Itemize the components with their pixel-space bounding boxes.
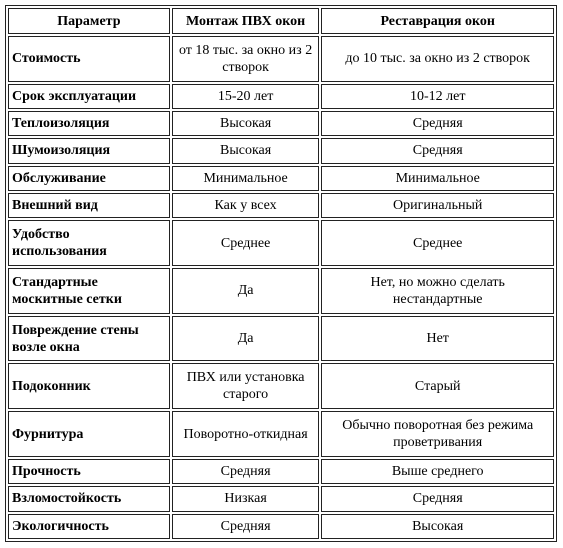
row-parameter-cell: Стоимость [8, 36, 170, 82]
table-row [8, 36, 554, 82]
row-restoration-value-cell: Обычно поворотная без режима проветривания [321, 411, 554, 457]
row-restoration-value-cell: до 10 тыс. за окно из 2 створок [321, 36, 554, 82]
table-row [8, 486, 554, 511]
row-restoration-value-cell: Нет, но можно сделать нестандартные [321, 268, 554, 314]
row-parameter-cell: Внешний вид [8, 193, 170, 218]
table-row [8, 363, 554, 409]
row-parameter-cell: Прочность [8, 459, 170, 484]
row-parameter-cell: Шумоизоляция [8, 138, 170, 163]
table-row [8, 316, 554, 362]
row-pvc-value-cell: 15-20 лет [172, 84, 320, 109]
row-parameter-cell: Обслуживание [8, 166, 170, 191]
row-restoration-value-cell: Минимальное [321, 166, 554, 191]
row-pvc-value-cell: Средняя [172, 459, 320, 484]
row-restoration-value-cell: Средняя [321, 138, 554, 163]
header-parameter: Параметр [8, 8, 170, 34]
row-restoration-value-cell: Средняя [321, 486, 554, 511]
row-restoration-value-cell: Старый [321, 363, 554, 409]
row-restoration-value-cell: Оригинальный [321, 193, 554, 218]
row-restoration-value-cell: Среднее [321, 220, 554, 266]
table-body [8, 36, 554, 539]
table-row [8, 220, 554, 266]
header-pvc-installation: Монтаж ПВХ окон [172, 8, 320, 34]
row-restoration-value-cell: Нет [321, 316, 554, 362]
comparison-table [5, 5, 557, 542]
row-restoration-value-cell: 10-12 лет [321, 84, 554, 109]
table-row [8, 268, 554, 314]
row-parameter-cell: Теплоизоляция [8, 111, 170, 136]
comparison-table-container [5, 5, 557, 542]
row-parameter-cell: Срок эксплуатации [8, 84, 170, 109]
row-parameter-cell: Удобство использования [8, 220, 170, 266]
table-row [8, 193, 554, 218]
row-pvc-value-cell: от 18 тыс. за окно из 2 створок [172, 36, 320, 82]
row-parameter-cell: Фурнитура [8, 411, 170, 457]
row-pvc-value-cell: Среднее [172, 220, 320, 266]
row-pvc-value-cell: Да [172, 316, 320, 362]
table-row [8, 111, 554, 136]
row-pvc-value-cell: ПВХ или установка старого [172, 363, 320, 409]
row-parameter-cell: Экологичность [8, 514, 170, 539]
header-restoration: Реставрация окон [321, 8, 554, 34]
row-parameter-cell: Повреждение стены возле окна [8, 316, 170, 362]
table-row [8, 84, 554, 109]
row-restoration-value-cell: Выше среднего [321, 459, 554, 484]
table-row [8, 411, 554, 457]
table-row [8, 138, 554, 163]
row-parameter-cell: Взломостойкость [8, 486, 170, 511]
row-parameter-cell: Подоконник [8, 363, 170, 409]
table-header-row [8, 8, 554, 34]
row-pvc-value-cell: Высокая [172, 111, 320, 136]
row-pvc-value-cell: Как у всех [172, 193, 320, 218]
row-pvc-value-cell: Поворотно-откидная [172, 411, 320, 457]
row-pvc-value-cell: Низкая [172, 486, 320, 511]
row-pvc-value-cell: Да [172, 268, 320, 314]
table-row [8, 514, 554, 539]
row-pvc-value-cell: Средняя [172, 514, 320, 539]
table-row [8, 166, 554, 191]
row-parameter-cell: Стандартные москитные сетки [8, 268, 170, 314]
row-pvc-value-cell: Минимальное [172, 166, 320, 191]
row-pvc-value-cell: Высокая [172, 138, 320, 163]
table-row [8, 459, 554, 484]
row-restoration-value-cell: Средняя [321, 111, 554, 136]
row-restoration-value-cell: Высокая [321, 514, 554, 539]
